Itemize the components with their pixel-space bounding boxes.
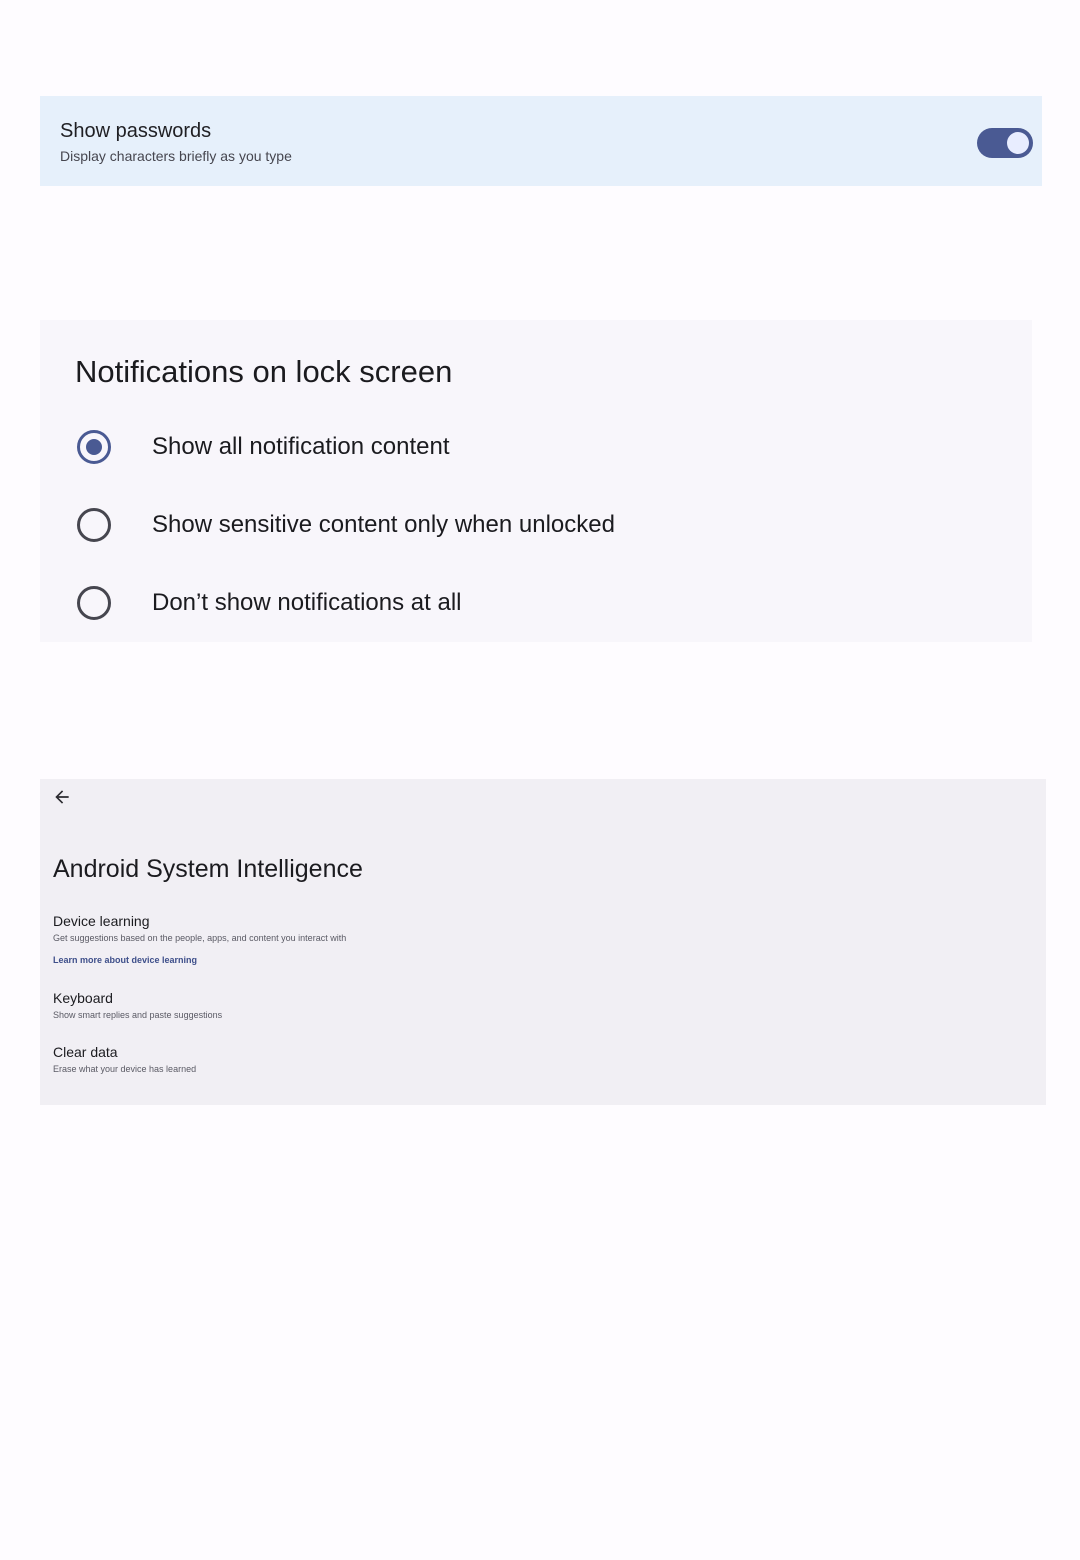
page-title: Android System Intelligence — [53, 855, 363, 883]
show-passwords-title: Show passwords — [60, 120, 212, 142]
device-learning-title[interactable]: Device learning — [53, 913, 150, 929]
radio-button[interactable] — [77, 508, 111, 542]
dialog-title: Notifications on lock screen — [75, 354, 453, 389]
show-passwords-setting[interactable] — [40, 96, 1042, 186]
lock-screen-notifications-dialog — [40, 320, 1032, 642]
arrow-left-icon[interactable] — [52, 787, 72, 807]
keyboard-subtitle: Show smart replies and paste suggestions — [53, 1010, 223, 1020]
toggle-thumb — [1007, 132, 1029, 154]
device-learning-subtitle: Get suggestions based on the people, apps, and content you interact with — [53, 933, 347, 943]
show-passwords-toggle[interactable] — [977, 128, 1033, 158]
option-dont-show[interactable] — [75, 581, 975, 625]
clear-data-title[interactable]: Clear data — [53, 1044, 118, 1060]
show-passwords-subtitle: Display characters briefly as you type — [60, 148, 292, 164]
option-sensitive-when-unlocked[interactable] — [75, 503, 975, 547]
option-show-all-content[interactable] — [75, 425, 975, 469]
keyboard-title[interactable]: Keyboard — [53, 990, 113, 1006]
learn-more-link[interactable]: Learn more about device learning — [53, 955, 198, 965]
option-label: Don’t show notifications at all — [152, 589, 462, 616]
option-label: Show sensitive content only when unlocked — [152, 511, 615, 538]
radio-button[interactable] — [77, 586, 111, 620]
option-label: Show all notification content — [152, 433, 450, 460]
radio-button-selected[interactable] — [77, 430, 111, 464]
clear-data-subtitle: Erase what your device has learned — [53, 1064, 197, 1074]
android-system-intelligence-screen — [40, 779, 1046, 1105]
